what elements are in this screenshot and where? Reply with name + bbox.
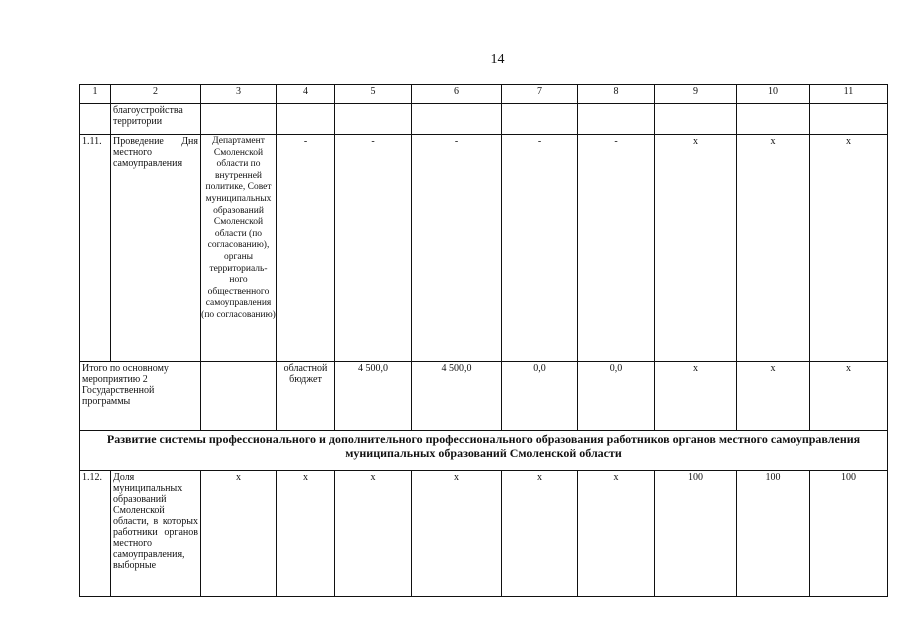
table-cell <box>737 104 810 135</box>
program-table <box>79 84 888 597</box>
value-cell: 4 500,0 <box>335 362 412 431</box>
value-cell: 100 <box>810 471 888 597</box>
value-cell: - <box>502 135 578 362</box>
column-header: 10 <box>737 85 810 104</box>
column-header: 5 <box>335 85 412 104</box>
value-cell: x <box>335 471 412 597</box>
row-number: 1.12. <box>80 471 111 597</box>
value-cell: x <box>655 135 737 362</box>
funding-source-cell: - <box>277 135 335 362</box>
value-cell: - <box>335 135 412 362</box>
value-cell: x <box>810 362 888 431</box>
activity-name: Проведение Дня местного самоуправления <box>111 135 201 362</box>
value-cell: 0,0 <box>502 362 578 431</box>
total-row <box>80 362 888 431</box>
column-header: 4 <box>277 85 335 104</box>
table-cell <box>655 104 737 135</box>
table-cell <box>578 104 655 135</box>
column-header: 2 <box>111 85 201 104</box>
column-header: 6 <box>412 85 502 104</box>
table-row-1-11 <box>80 135 888 362</box>
continuation-text: благоустройства территории <box>111 104 201 135</box>
value-cell: x <box>412 471 502 597</box>
funding-source-cell: x <box>277 471 335 597</box>
value-cell: x <box>737 135 810 362</box>
column-header: 8 <box>578 85 655 104</box>
table-cell <box>412 104 502 135</box>
table-cell <box>277 104 335 135</box>
page-number: 14 <box>490 52 505 67</box>
executor-cell: Департамент Смоленской области по внутренней политике, Совет муниципальных образований Смоленской области (по согласованию), органы территориаль-ного общественного самоуправления (по согласованию) <box>201 135 277 362</box>
funding-source-cell: областной бюджет <box>277 362 335 431</box>
section-header-row <box>80 431 888 471</box>
total-label: Итого по основному мероприятию 2 Государственной программы <box>80 362 201 431</box>
value-cell: x <box>737 362 810 431</box>
value-cell: - <box>412 135 502 362</box>
column-header: 1 <box>80 85 111 104</box>
value-cell: 100 <box>737 471 810 597</box>
value-cell: x <box>810 135 888 362</box>
value-cell: 0,0 <box>578 362 655 431</box>
table-cell <box>810 104 888 135</box>
table-cell <box>335 104 412 135</box>
value-cell: 4 500,0 <box>412 362 502 431</box>
row-number: 1.11. <box>80 135 111 362</box>
continuation-row <box>80 104 888 135</box>
table-cell <box>201 362 277 431</box>
table-cell <box>80 104 111 135</box>
section-title: Развитие системы профессионального и дополнительного профессионального образования работников органов местного самоуправления муниципальных образований Смоленской области <box>80 431 888 471</box>
value-cell: x <box>502 471 578 597</box>
column-header: 3 <box>201 85 277 104</box>
column-header: 9 <box>655 85 737 104</box>
value-cell: - <box>578 135 655 362</box>
value-cell: x <box>655 362 737 431</box>
value-cell: 100 <box>655 471 737 597</box>
executor-cell: x <box>201 471 277 597</box>
table-cell <box>502 104 578 135</box>
table-cell <box>201 104 277 135</box>
column-header: 11 <box>810 85 888 104</box>
column-number-row <box>80 85 888 104</box>
indicator-name: Доля муниципальных образований Смоленской области, в которых работники органов местного самоуправления, выборные <box>111 471 201 597</box>
column-header: 7 <box>502 85 578 104</box>
table-row-1-12 <box>80 471 888 597</box>
value-cell: x <box>578 471 655 597</box>
